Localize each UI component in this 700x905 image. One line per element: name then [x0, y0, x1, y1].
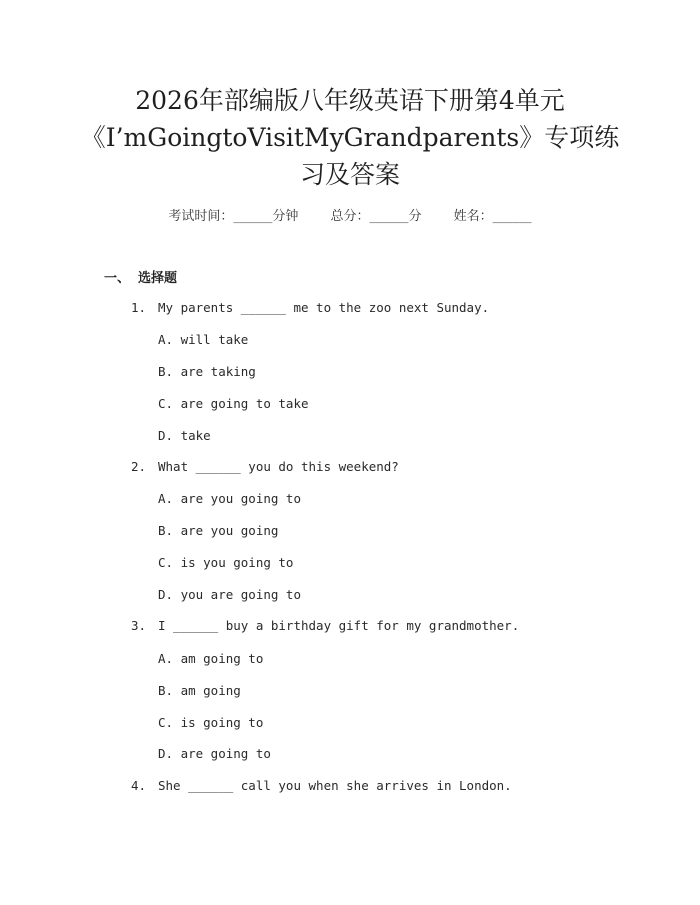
question-1 — [131, 300, 489, 315]
q2-option-b: B. are you going — [158, 523, 279, 538]
exam-name: 姓名：______ — [453, 209, 532, 224]
question-text: She ______ call you when she arrives in London. — [158, 778, 512, 793]
q1-option-d: D. take — [158, 428, 211, 443]
question-text: I ______ buy a birthday gift for my grandmother. — [158, 618, 520, 633]
q1-option-a: A. will take — [158, 332, 249, 347]
question-text: My parents ______ me to the zoo next Sunday. — [158, 300, 490, 315]
q3-option-b: B. am going — [158, 683, 241, 698]
exam-score: 总分：______分 — [330, 209, 422, 224]
exam-time: 考试时间：______分钟 — [168, 209, 299, 224]
q3-option-d: D. are going to — [158, 746, 271, 761]
question-number: 3. — [131, 618, 147, 633]
title-line-2: 《I’mGoingtoVisitMyGrandparents》专项练 — [80, 123, 620, 152]
title-line-1: 2026年部编版八年级英语下册第4单元 — [135, 86, 565, 115]
q3-option-c: C. is going to — [158, 715, 264, 730]
question-text: What ______ you do this weekend? — [158, 459, 399, 474]
section-label: 选择题 — [138, 271, 178, 286]
section-heading — [104, 267, 177, 286]
section-number: 一、 — [104, 271, 131, 286]
q2-option-c: C. is you going to — [158, 555, 294, 570]
question-2 — [131, 459, 399, 474]
q2-option-d: D. you are going to — [158, 587, 301, 602]
question-4 — [131, 778, 512, 793]
question-3 — [131, 618, 519, 633]
document-title — [60, 82, 640, 193]
title-line-3: 习及答案 — [299, 160, 400, 189]
question-number: 1. — [131, 300, 147, 315]
exam-info — [0, 205, 700, 224]
q2-option-a: A. are you going to — [158, 491, 301, 506]
q1-option-c: C. are going to take — [158, 396, 309, 411]
q1-option-b: B. are taking — [158, 364, 256, 379]
question-number: 2. — [131, 459, 147, 474]
question-number: 4. — [131, 778, 147, 793]
q3-option-a: A. am going to — [158, 651, 264, 666]
